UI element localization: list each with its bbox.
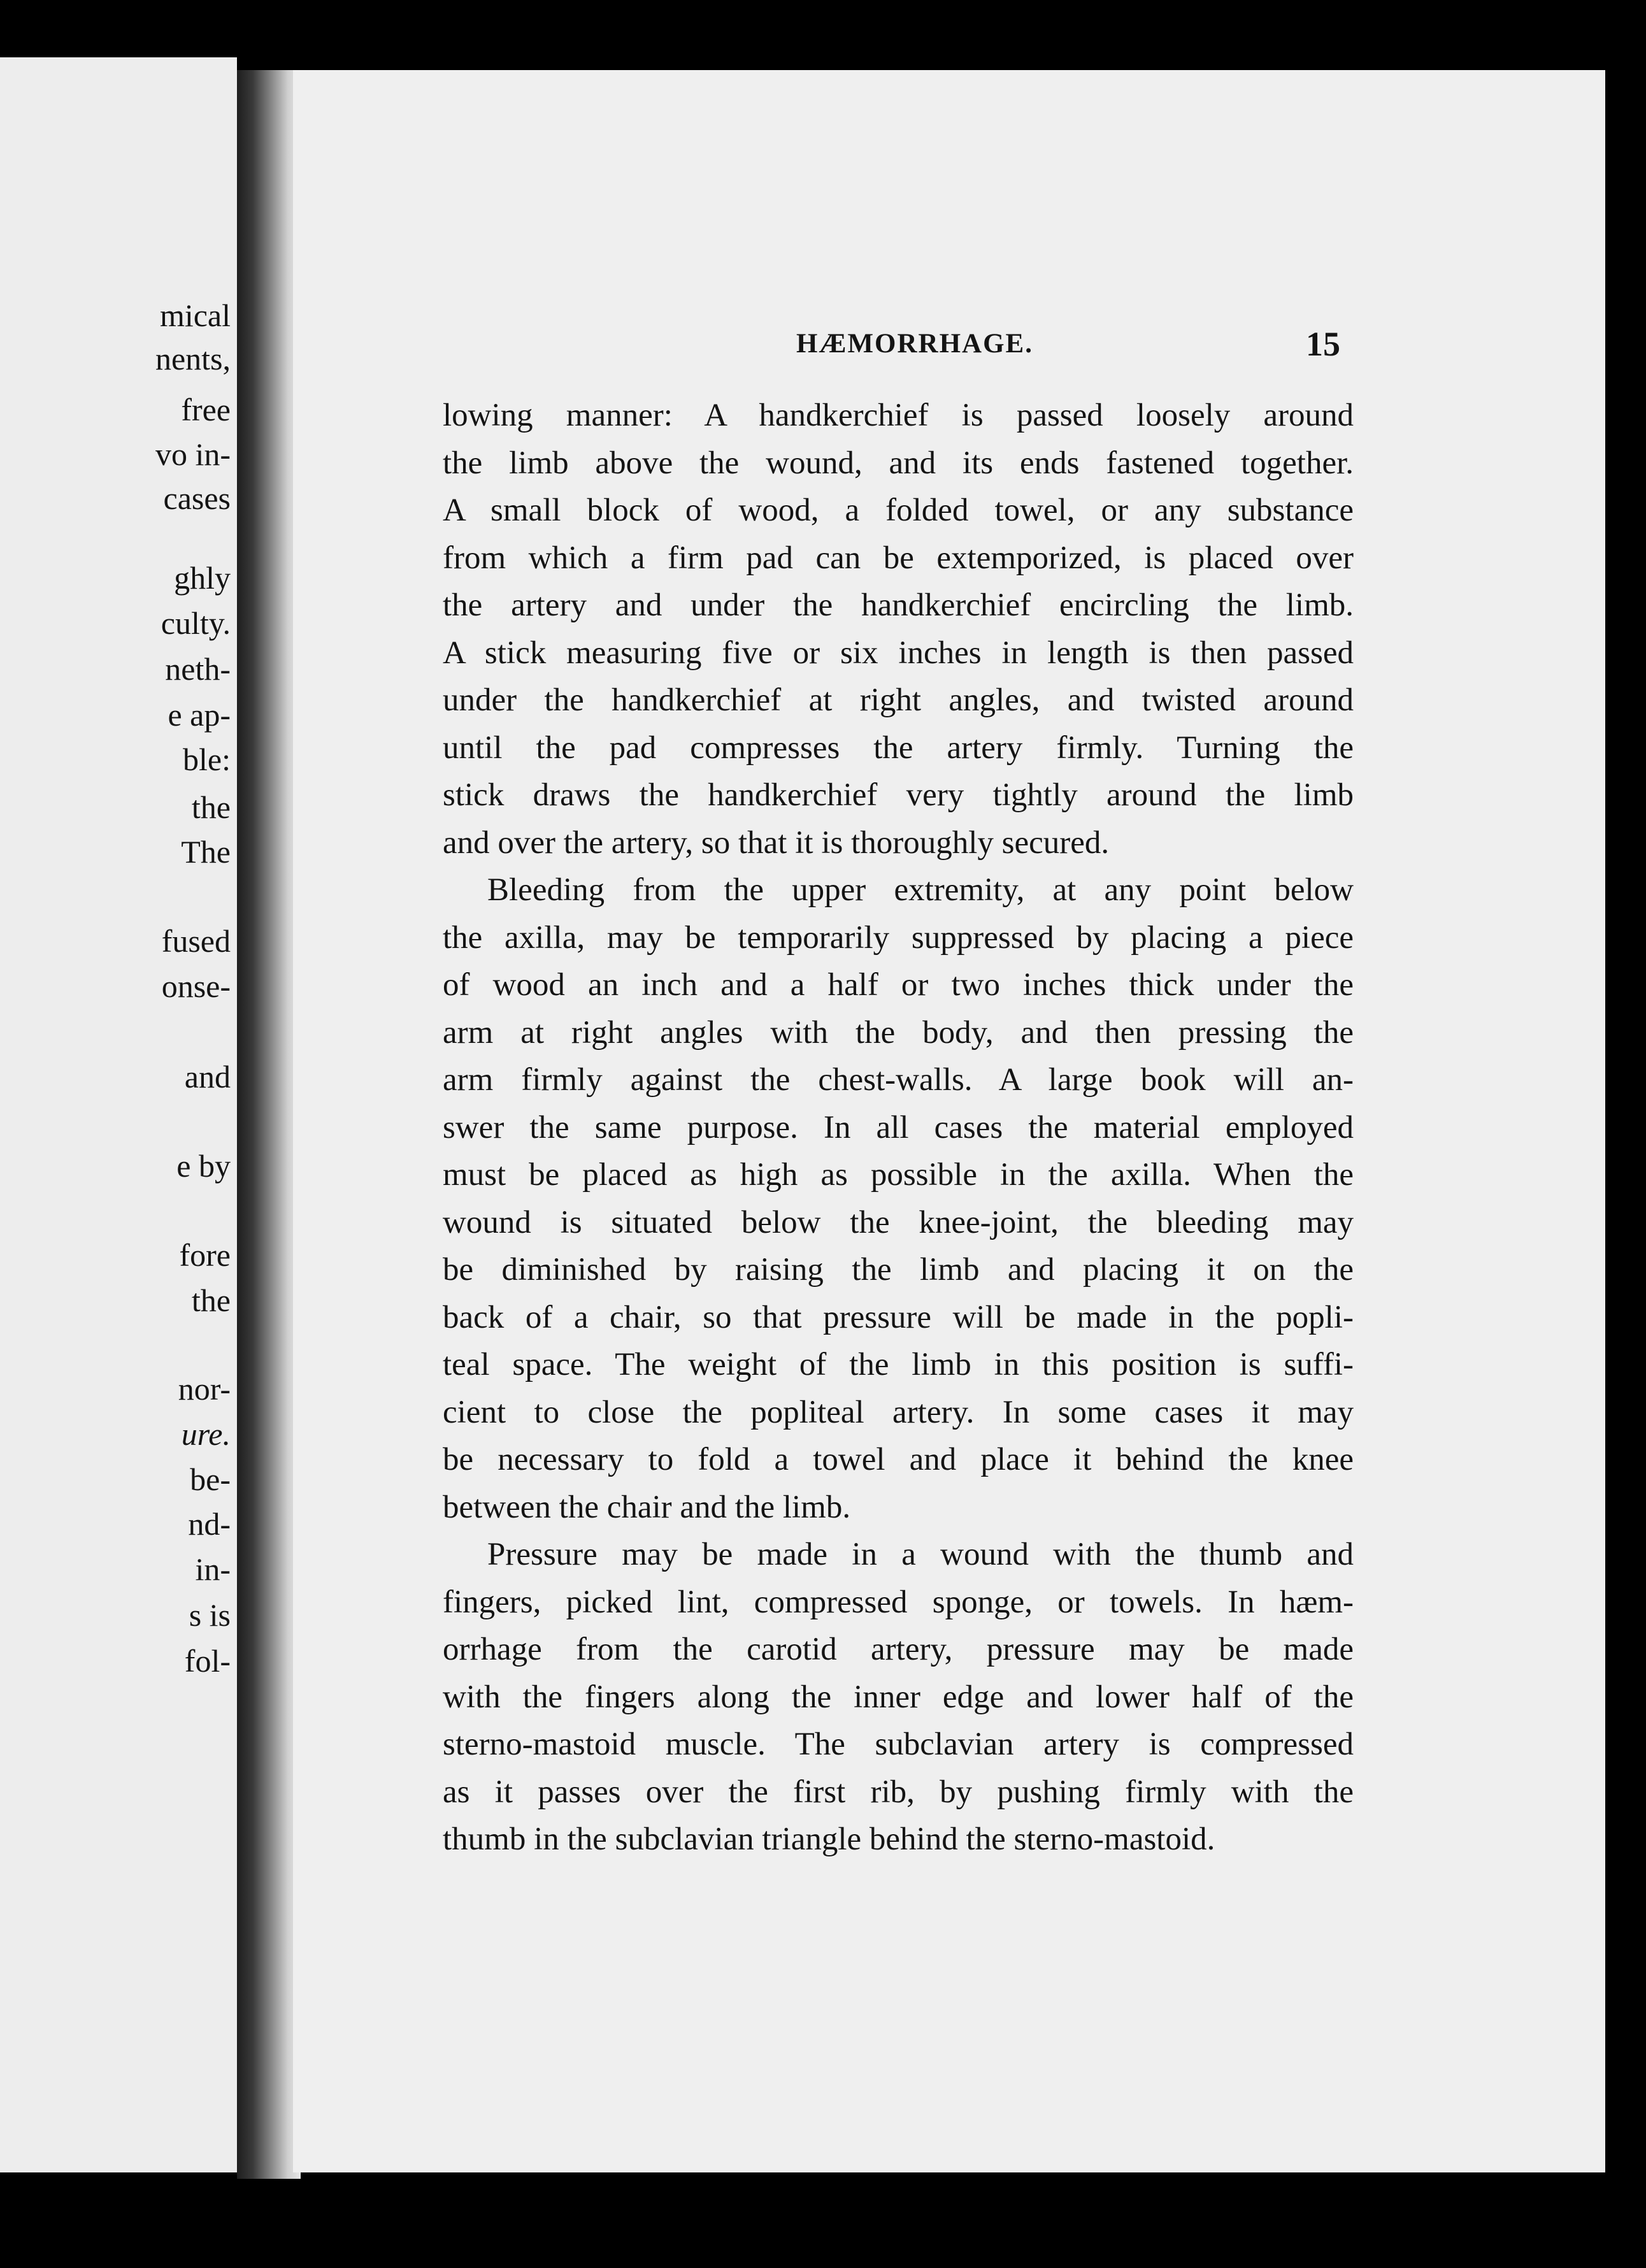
text-line: arm firmly against the chest-walls. A large book will an- (443, 1062, 1354, 1098)
left-page-line-fragment: ble: (183, 742, 231, 777)
text-line: and over the artery, so that it is thoroughly secured. (443, 824, 1110, 861)
left-page-line-fragment: the (191, 1282, 231, 1318)
text-line: until the pad compresses the artery firmly. Turning the (443, 729, 1354, 766)
text-line: from which a firm pad can be extemporized, is placed over (443, 540, 1354, 576)
left-page-line-fragment: ghly (174, 560, 231, 596)
text-line: the artery and under the handkerchief encircling the limb. (443, 587, 1354, 623)
text-line: arm at right angles with the body, and then pressing the (443, 1014, 1354, 1051)
text-line: Pressure may be made in a wound with the thumb and (487, 1537, 1354, 1572)
left-page-line-fragment: nents, (155, 341, 231, 377)
text-line: wound is situated below the knee-joint, the bleeding may (443, 1204, 1354, 1240)
left-page-line-fragment: vo in- (155, 436, 231, 472)
left-page-line-fragment: The (181, 834, 231, 870)
running-head-title: HÆMORRHAGE. (796, 329, 1033, 359)
paragraph (443, 1531, 1354, 1863)
text-line: be necessary to fold a towel and place it behind the knee (443, 1442, 1354, 1477)
left-page-line-fragment: nor- (178, 1371, 231, 1407)
text-line: fingers, picked lint, compressed sponge, or towels. In hæm- (443, 1584, 1354, 1620)
left-page-line-fragment: onse- (161, 968, 231, 1004)
left-page-line-fragment: nd- (188, 1506, 231, 1542)
text-line: swer the same purpose. In all cases the material employed (443, 1109, 1354, 1145)
text-line: stick draws the handkerchief very tightly around the limb (443, 777, 1354, 813)
text-line: sterno-mastoid muscle. The subclavian artery is compressed (443, 1726, 1354, 1762)
paragraph (443, 392, 1354, 866)
left-page-line-fragment: free (181, 392, 231, 427)
left-page-line-fragment: be- (190, 1461, 231, 1497)
text-line: teal space. The weight of the limb in this position is suffi- (443, 1347, 1354, 1382)
left-page-line-fragment: and (184, 1059, 231, 1095)
paragraph (443, 866, 1354, 1531)
body-text (443, 392, 1354, 1863)
text-line: the axilla, may be temporarily suppressed by placing a piece (443, 919, 1354, 956)
left-page-line-fragment: fused (161, 923, 231, 959)
left-page-line-fragment: e by (176, 1148, 231, 1184)
text-line: as it passes over the first rib, by pushing firmly with the (443, 1774, 1354, 1810)
left-page-line-fragment: s is (189, 1597, 231, 1633)
text-line: the limb above the wound, and its ends fastened together. (443, 445, 1354, 481)
left-page-line-fragment: fore (179, 1237, 231, 1273)
left-page-line-fragment: neth- (165, 651, 231, 687)
left-page-line-fragment: fol- (184, 1643, 231, 1679)
left-page-line-fragment: cases (163, 480, 231, 516)
left-page-line-fragment: e ap- (168, 697, 231, 733)
left-page-line-fragment: ure. (181, 1416, 231, 1452)
running-head (293, 325, 1605, 373)
text-line: back of a chair, so that pressure will be made in the popli- (443, 1299, 1354, 1335)
left-page-line-fragment: culty. (161, 605, 231, 641)
text-line: of wood an inch and a half or two inches thick under the (443, 967, 1354, 1003)
text-line: between the chair and the limb. (443, 1489, 851, 1525)
text-line: thumb in the subclavian triangle behind the sterno-mastoid. (443, 1821, 1215, 1857)
text-line: under the handkerchief at right angles, and twisted around (443, 682, 1354, 718)
left-page-line-fragment: the (191, 789, 231, 825)
text-line: Bleeding from the upper extremity, at any point below (487, 872, 1354, 908)
page-number: 15 (1306, 325, 1340, 363)
text-line: A small block of wood, a folded towel, or any substance (443, 492, 1354, 528)
text-line: lowing manner: A handkerchief is passed loosely around (443, 398, 1354, 433)
left-page-line-fragment: in- (195, 1551, 231, 1587)
text-line: orrhage from the carotid artery, pressure may be made (443, 1632, 1354, 1667)
text-line: must be placed as high as possible in the axilla. When the (443, 1157, 1354, 1193)
text-line: be diminished by raising the limb and placing it on the (443, 1252, 1354, 1288)
left-page-line-fragment: mical (159, 298, 231, 333)
text-line: with the fingers along the inner edge and lower half of the (443, 1679, 1354, 1715)
text-line: A stick measuring five or six inches in length is then passed (443, 635, 1354, 671)
text-line: cient to close the popliteal artery. In some cases it may (443, 1394, 1354, 1430)
left-page-fragment (0, 57, 237, 2172)
binding-gutter (237, 70, 301, 2179)
right-page (293, 70, 1605, 2172)
